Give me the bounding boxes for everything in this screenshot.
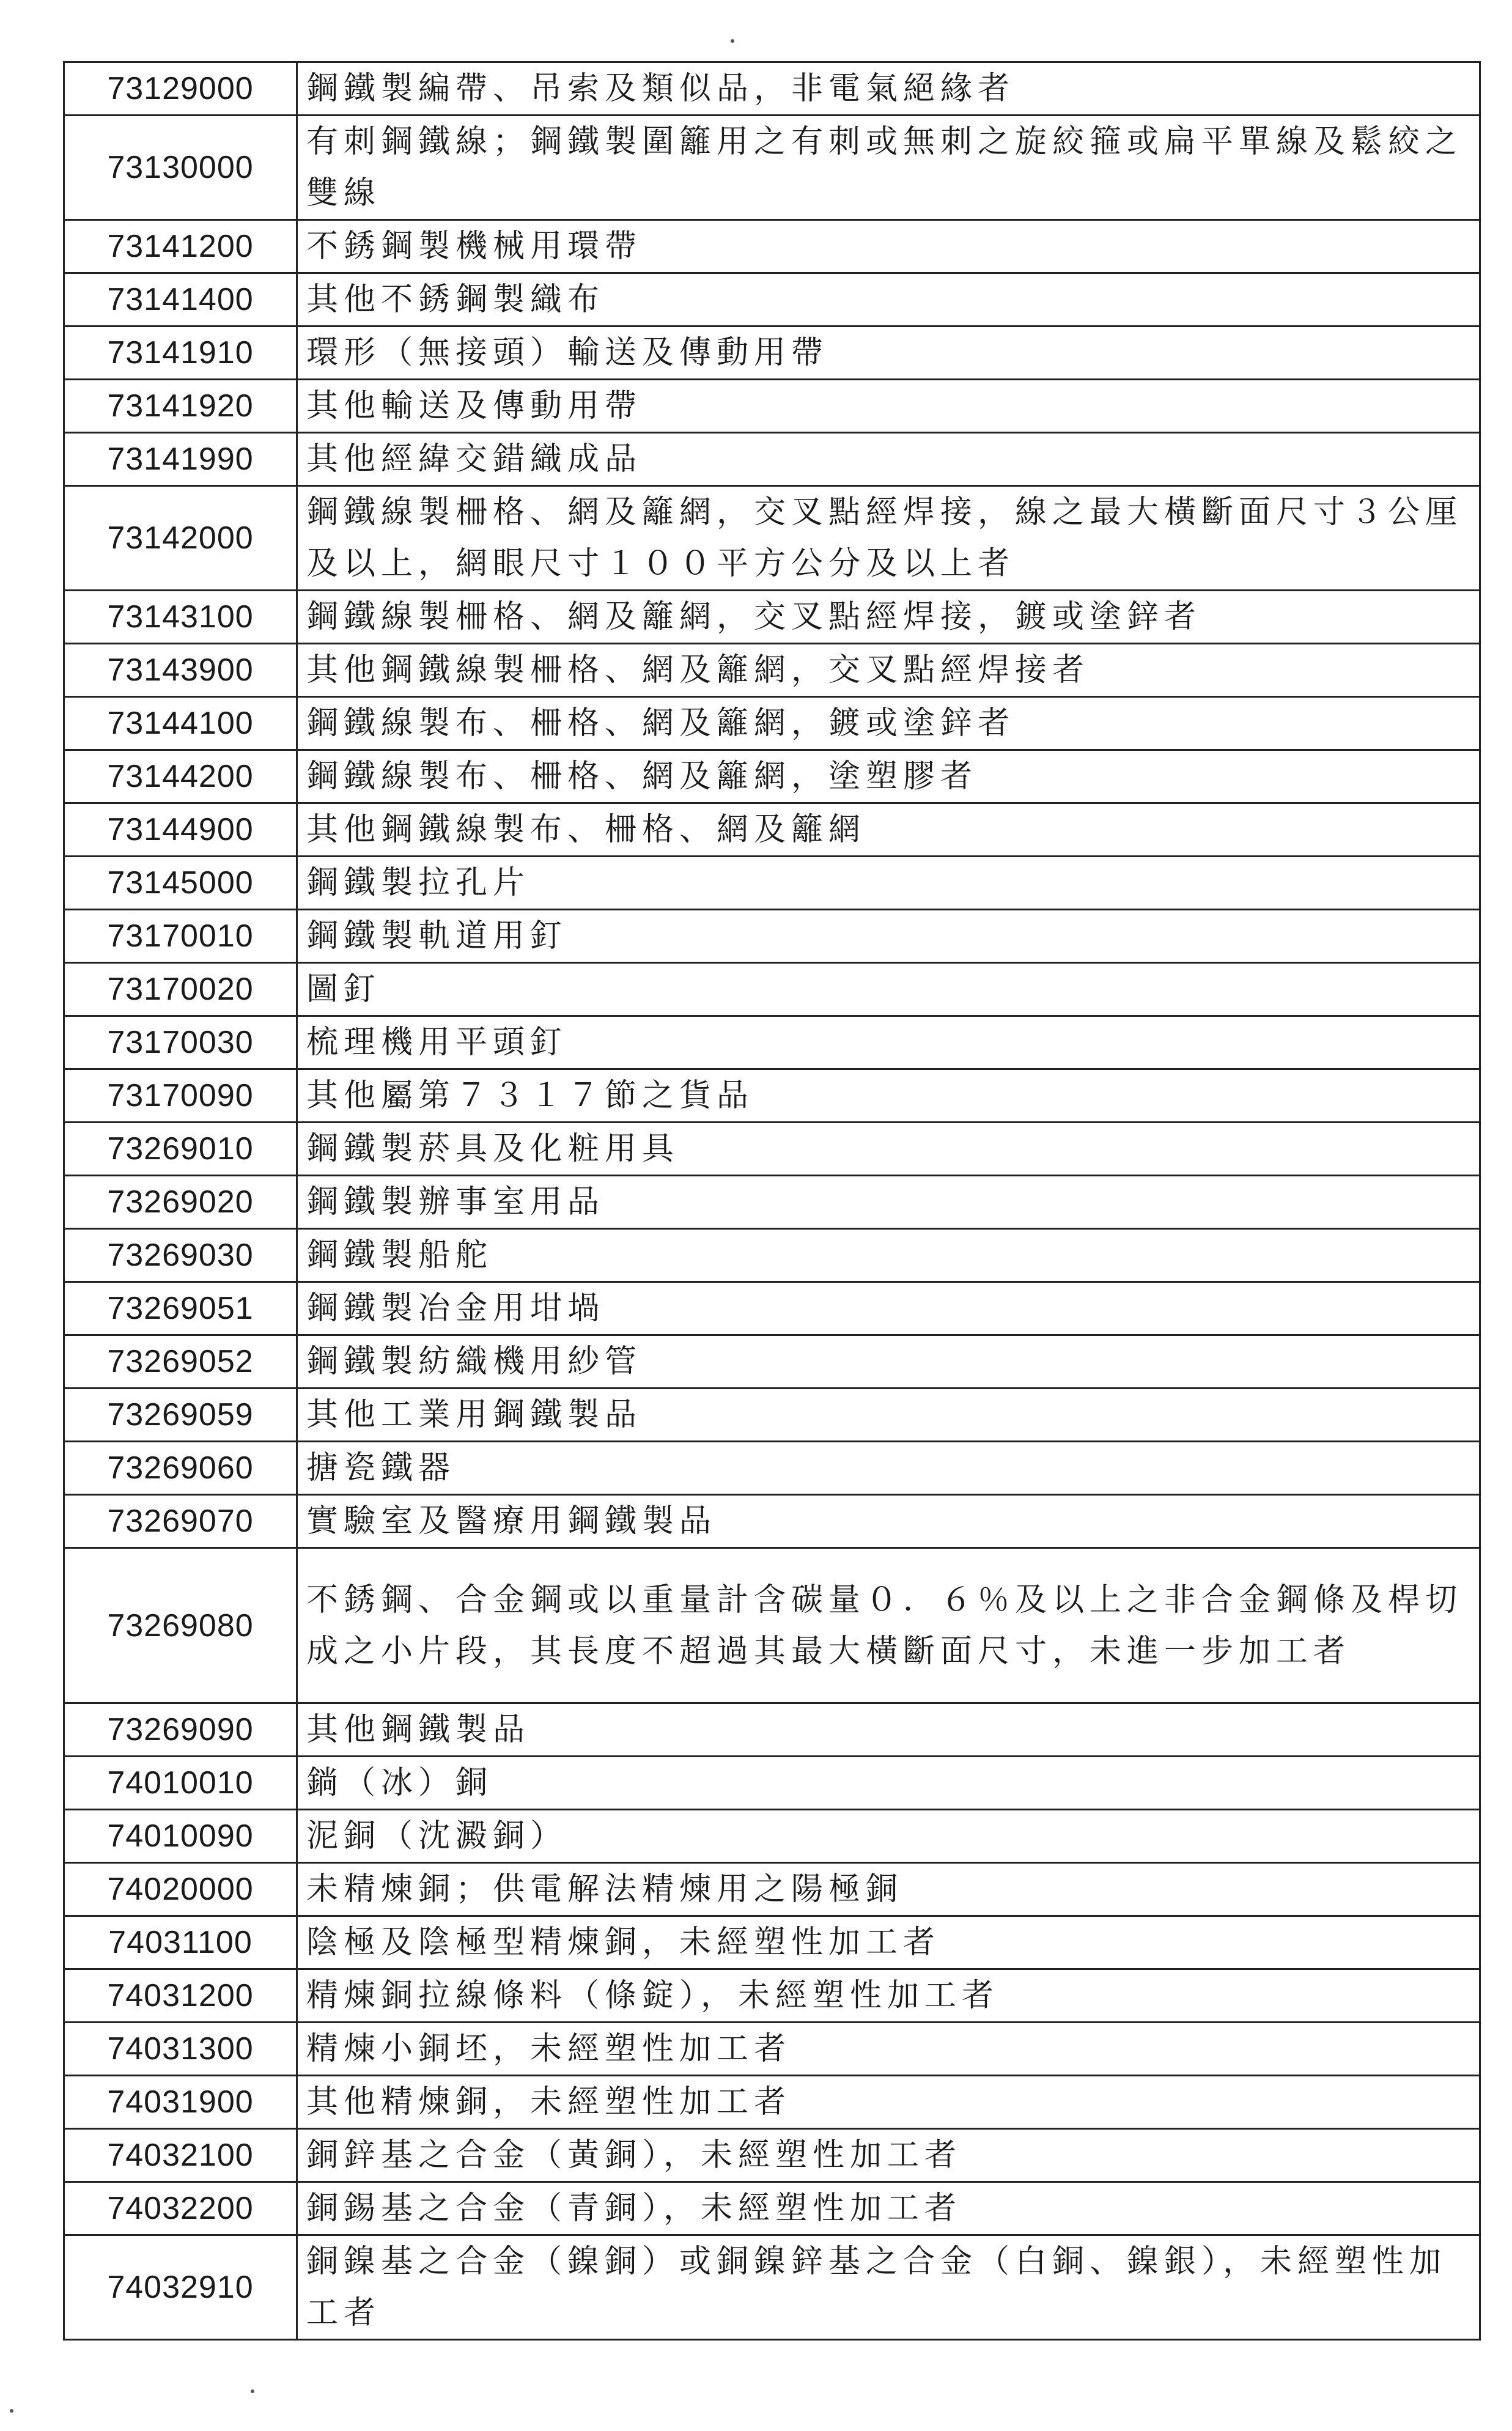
item-description: 其他屬第７３１７節之貨品 xyxy=(297,1069,1480,1123)
table-row xyxy=(64,697,1480,750)
item-description: 圖釘 xyxy=(297,963,1480,1016)
tariff-code: 74031300 xyxy=(64,2023,297,2076)
item-description: 未精煉銅；供電解法精煉用之陽極銅 xyxy=(297,1863,1480,1916)
item-description: 不銹鋼製機械用環帶 xyxy=(297,220,1480,273)
tariff-code: 73269070 xyxy=(64,1495,297,1548)
item-description: 鋼鐵線製柵格、網及籬網，交叉點經焊接，線之最大橫斷面尺寸３公厘及以上，網眼尺寸１００平方公分及以上者 xyxy=(297,486,1480,591)
tariff-code: 73142000 xyxy=(64,486,297,591)
tariff-code: 73141990 xyxy=(64,433,297,486)
table-row xyxy=(64,1969,1480,2023)
tariff-code: 73141200 xyxy=(64,220,297,273)
table-row xyxy=(64,2076,1480,2129)
table-row xyxy=(64,62,1480,116)
tariff-code: 74032200 xyxy=(64,2182,297,2235)
tariff-code: 73269080 xyxy=(64,1548,297,1703)
table-row xyxy=(64,963,1480,1016)
tariff-code: 73144100 xyxy=(64,697,297,750)
item-description: 其他鋼鐵線製布、柵格、網及籬網 xyxy=(297,803,1480,857)
tariff-code: 73144900 xyxy=(64,803,297,857)
item-description: 有刺鋼鐵線；鋼鐵製圍籬用之有刺或無刺之旋絞箍或扁平單線及鬆絞之雙線 xyxy=(297,116,1480,220)
tariff-code: 74031900 xyxy=(64,2076,297,2129)
table-row xyxy=(64,2023,1480,2076)
table-row xyxy=(64,1016,1480,1069)
tariff-code: 73130000 xyxy=(64,116,297,220)
scan-speck xyxy=(731,39,734,43)
tariff-code: 74020000 xyxy=(64,1863,297,1916)
tariff-code: 73269010 xyxy=(64,1123,297,1176)
table-row xyxy=(64,1548,1480,1703)
item-description: 精煉小銅坯，未經塑性加工者 xyxy=(297,2023,1480,2076)
table-row xyxy=(64,273,1480,326)
item-description: 陰極及陰極型精煉銅，未經塑性加工者 xyxy=(297,1916,1480,1969)
table-row xyxy=(64,2129,1480,2182)
tariff-code: 73145000 xyxy=(64,857,297,910)
table-row xyxy=(64,220,1480,273)
tariff-code: 73269051 xyxy=(64,1282,297,1335)
item-description: 鋼鐵製編帶、吊索及類似品，非電氣絕緣者 xyxy=(297,62,1480,116)
table-row xyxy=(64,857,1480,910)
tariff-code: 74010090 xyxy=(64,1810,297,1863)
table-row xyxy=(64,1176,1480,1229)
table-row xyxy=(64,2182,1480,2235)
item-description: 鋼鐵線製布、柵格、網及籬網，塗塑膠者 xyxy=(297,750,1480,803)
tariff-code: 73269030 xyxy=(64,1229,297,1282)
table-row xyxy=(64,380,1480,433)
table-row xyxy=(64,433,1480,486)
table-row xyxy=(64,644,1480,697)
item-description: 其他工業用鋼鐵製品 xyxy=(297,1389,1480,1442)
item-description: 泥銅（沈澱銅） xyxy=(297,1810,1480,1863)
item-description: 鋿（冰）銅 xyxy=(297,1757,1480,1810)
tariff-code: 73269060 xyxy=(64,1442,297,1495)
table-row xyxy=(64,1495,1480,1548)
table-row xyxy=(64,1069,1480,1123)
tariff-code: 74032910 xyxy=(64,2235,297,2340)
tariff-code: 73170030 xyxy=(64,1016,297,1069)
item-description: 鋼鐵製紡織機用紗管 xyxy=(297,1335,1480,1389)
tariff-code: 73170020 xyxy=(64,963,297,1016)
item-description: 其他精煉銅，未經塑性加工者 xyxy=(297,2076,1480,2129)
tariff-code: 74032100 xyxy=(64,2129,297,2182)
item-description: 鋼鐵線製柵格、網及籬網，交叉點經焊接，鍍或塗鋅者 xyxy=(297,591,1480,644)
tariff-code-table xyxy=(63,61,1481,2341)
table-row xyxy=(64,1703,1480,1757)
table-row xyxy=(64,1389,1480,1442)
table-row xyxy=(64,1335,1480,1389)
item-description: 鋼鐵製拉孔片 xyxy=(297,857,1480,910)
tariff-code: 73269020 xyxy=(64,1176,297,1229)
item-description: 銅鎳基之合金（鎳銅）或銅鎳鋅基之合金（白銅、鎳銀），未經塑性加工者 xyxy=(297,2235,1480,2340)
table-row xyxy=(64,1123,1480,1176)
item-description: 其他鋼鐵製品 xyxy=(297,1703,1480,1757)
tariff-code: 73170010 xyxy=(64,910,297,963)
tariff-code: 73129000 xyxy=(64,62,297,116)
table-row xyxy=(64,326,1480,380)
item-description: 其他輸送及傳動用帶 xyxy=(297,380,1480,433)
item-description: 鋼鐵製菸具及化粧用具 xyxy=(297,1123,1480,1176)
item-description: 鋼鐵製辦事室用品 xyxy=(297,1176,1480,1229)
table-row xyxy=(64,1863,1480,1916)
item-description: 鋼鐵線製布、柵格、網及籬網，鍍或塗鋅者 xyxy=(297,697,1480,750)
item-description: 鋼鐵製船舵 xyxy=(297,1229,1480,1282)
item-description: 其他經緯交錯織成品 xyxy=(297,433,1480,486)
tariff-code: 73141910 xyxy=(64,326,297,380)
table-row xyxy=(64,2235,1480,2340)
tariff-code: 73170090 xyxy=(64,1069,297,1123)
item-description: 梳理機用平頭釘 xyxy=(297,1016,1480,1069)
table-row xyxy=(64,486,1480,591)
table-row xyxy=(64,591,1480,644)
tariff-code: 73143900 xyxy=(64,644,297,697)
tariff-code: 74031100 xyxy=(64,1916,297,1969)
tariff-code: 73269090 xyxy=(64,1703,297,1757)
item-description: 銅鋅基之合金（黃銅），未經塑性加工者 xyxy=(297,2129,1480,2182)
tariff-code: 74031200 xyxy=(64,1969,297,2023)
tariff-code: 73141920 xyxy=(64,380,297,433)
item-description: 環形（無接頭）輸送及傳動用帶 xyxy=(297,326,1480,380)
item-description: 其他鋼鐵線製柵格、網及籬網，交叉點經焊接者 xyxy=(297,644,1480,697)
tariff-code: 73269052 xyxy=(64,1335,297,1389)
tariff-code: 74010010 xyxy=(64,1757,297,1810)
table-row xyxy=(64,910,1480,963)
item-description: 實驗室及醫療用鋼鐵製品 xyxy=(297,1495,1480,1548)
item-description: 其他不銹鋼製織布 xyxy=(297,273,1480,326)
tariff-code: 73143100 xyxy=(64,591,297,644)
tariff-code: 73144200 xyxy=(64,750,297,803)
table-row xyxy=(64,1442,1480,1495)
tariff-code: 73269059 xyxy=(64,1389,297,1442)
table-row xyxy=(64,1229,1480,1282)
item-description: 銅錫基之合金（青銅），未經塑性加工者 xyxy=(297,2182,1480,2235)
tariff-code: 73141400 xyxy=(64,273,297,326)
table-row xyxy=(64,1810,1480,1863)
table-row xyxy=(64,803,1480,857)
table-row xyxy=(64,1282,1480,1335)
table-row xyxy=(64,1916,1480,1969)
scan-speck xyxy=(10,2409,13,2413)
item-description: 不銹鋼、合金鋼或以重量計含碳量０．６％及以上之非合金鋼條及桿切成之小片段，其長度不超過其最大橫斷面尺寸，未進一步加工者 xyxy=(297,1548,1480,1703)
table-row xyxy=(64,116,1480,220)
item-description: 鋼鐵製冶金用坩堝 xyxy=(297,1282,1480,1335)
item-description: 精煉銅拉線條料（條錠），未經塑性加工者 xyxy=(297,1969,1480,2023)
item-description: 搪瓷鐵器 xyxy=(297,1442,1480,1495)
scan-speck xyxy=(251,2389,254,2393)
table-row xyxy=(64,750,1480,803)
item-description: 鋼鐵製軌道用釘 xyxy=(297,910,1480,963)
table-row xyxy=(64,1757,1480,1810)
